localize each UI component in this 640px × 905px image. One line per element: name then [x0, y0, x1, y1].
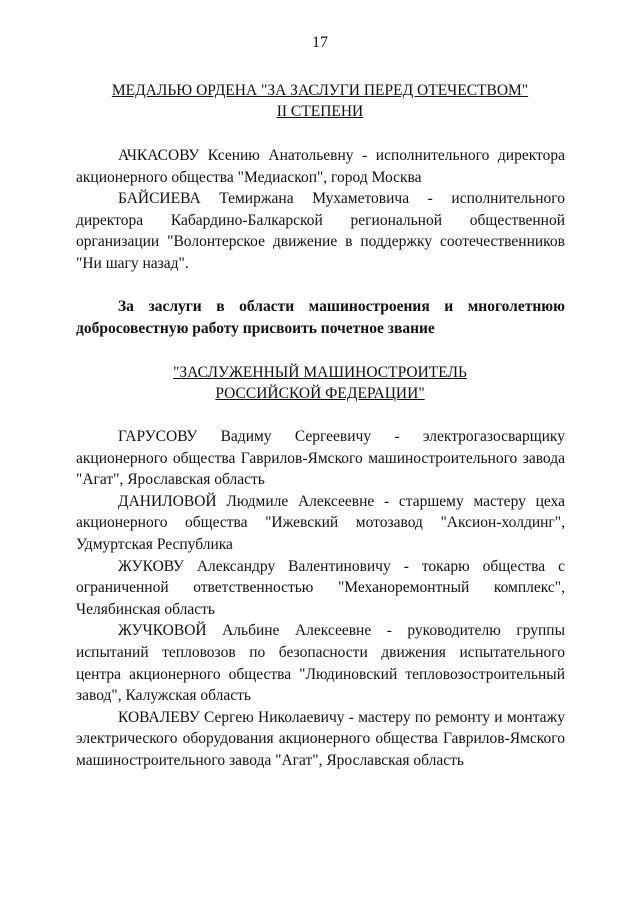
recipient-entry: ЖУКОВУ Александру Валентиновичу - токарю общества с ограниченной ответственностью "Механоремонтный комплекс", Челябинская область	[76, 557, 565, 618]
honorary-title-heading-line2: РОССИЙСКОЙ ФЕДЕРАЦИИ"	[215, 385, 425, 402]
recipient-entry: ГАРУСОВУ Вадиму Сергеевичу - электрогазосварщику акционерного общества Гаврилов-Ямского машиностроительного завода "Агат", Ярославская область	[76, 428, 565, 489]
honorary-title-heading	[70, 362, 570, 404]
award-heading-medal-line1: МЕДАЛЬЮ ОРДЕНА "ЗА ЗАСЛУГИ ПЕРЕД ОТЕЧЕСТВОМ"	[111, 82, 529, 99]
medal-recipients	[76, 145, 565, 275]
recipient-entry: АЧКАСОВУ Ксению Анатольевну - исполнительного директора акционерного общества "Медиаскоп", город Москва	[76, 147, 565, 186]
recipient-entry: БАЙСИЕВА Темиржана Мухаметовича - исполнительного директора Кабардино-Балкарской региональной общественной организации "Волонтерское движение в поддержку соотечественников "Ни шагу назад".	[76, 190, 565, 272]
award-heading-medal	[70, 80, 570, 122]
recipient-entry: ДАНИЛОВОЙ Людмиле Алексеевне - старшему мастеру цеха акционерного общества "Ижевский мотозавод "Аксион-холдинг", Удмуртская Республика	[76, 492, 565, 553]
recipient-entry: ЖУЧКОВОЙ Альбине Алексеевне - руководителю группы испытаний тепловозов по безопасности движения испытательного центра акционерного общества "Людиновский тепловозостроительный завод", Калужская область	[76, 622, 565, 705]
recipient-entry: КОВАЛЕВУ Сергею Николаевичу - мастеру по ремонту и монтажу электрического оборудования акционерного общества Гаврилов-Ямского машиностроительного завода "Агат", Ярославская область	[76, 708, 565, 769]
honorary-title-heading-line1: "ЗАСЛУЖЕННЫЙ МАШИНОСТРОИТЕЛЬ	[173, 364, 467, 381]
award-heading-medal-line2: II СТЕПЕНИ	[276, 103, 364, 120]
decree-text: За заслуги в области машиностроения и многолетнюю добросовестную работу присвоить почетное звание	[76, 298, 565, 337]
page-number: 17	[312, 34, 328, 51]
decree-statement	[76, 296, 565, 340]
honorary-title-recipients	[76, 426, 565, 772]
